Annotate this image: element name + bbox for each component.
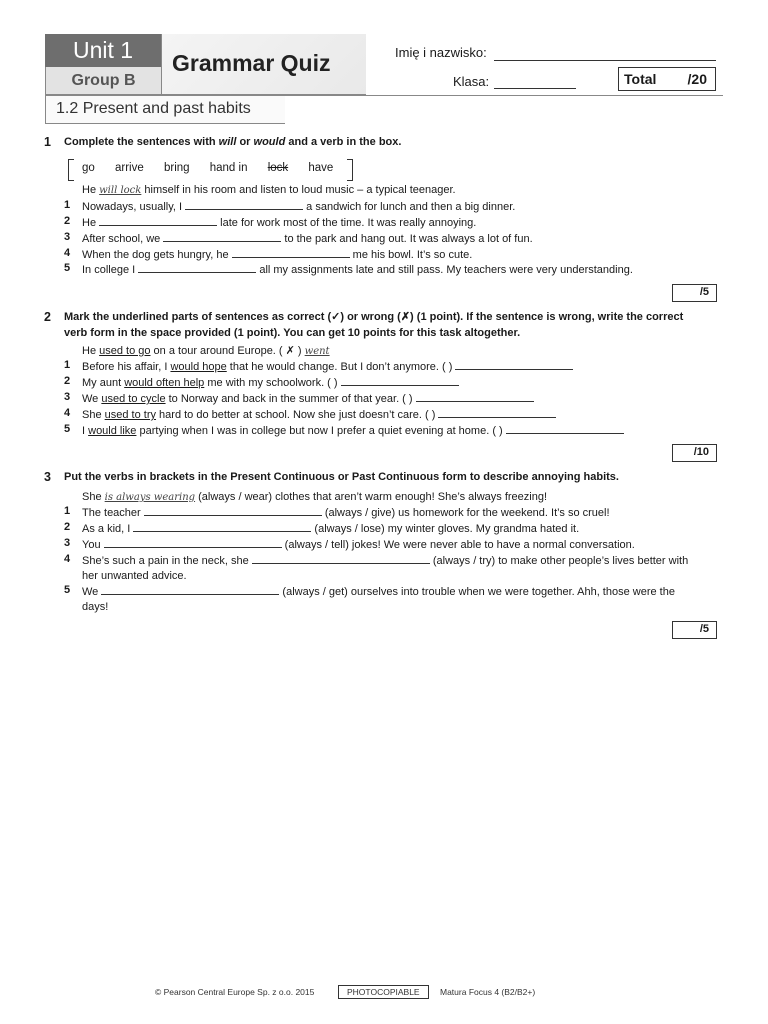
exercise-3-item-5: We (always / get) ourselves into trouble when we were together. Ahh, those were the <box>82 586 675 598</box>
answer-blank[interactable] <box>438 407 556 418</box>
word-hand-in: hand in <box>209 162 248 174</box>
class-field[interactable] <box>494 88 576 89</box>
answer-blank[interactable] <box>455 359 573 370</box>
exercise-2-number: 2 <box>44 310 51 324</box>
word-lock: lock <box>267 162 289 174</box>
exercise-1-number: 1 <box>44 135 51 149</box>
answer-blank[interactable] <box>232 247 350 258</box>
item-number: 1 <box>64 199 71 211</box>
exercise-2-instruction: Mark the underlined parts of sentences as correct (✓) or wrong (✗) (1 point). If the sentence is wrong, write the correct verb form in the space provided (1 point). You can get 10 points for this task altogether. <box>64 311 684 339</box>
item-number: 5 <box>64 423 71 435</box>
total-score-box <box>618 67 716 91</box>
exercise-1-example: He will lock himself in his room and listen to loud music – a typical teenager. <box>82 184 456 196</box>
item-number: 3 <box>64 391 71 403</box>
exercise-2-score: /10 <box>672 444 717 462</box>
item-number: 2 <box>64 215 71 227</box>
exercise-3-item-2: As a kid, I (always / lose) my winter gloves. My grandma hated it. <box>82 523 580 535</box>
photocopiable-badge: PHOTOCOPIABLE <box>338 985 429 999</box>
class-label: Klasa: <box>453 74 490 89</box>
exercise-3-example: She is always wearing (always / wear) clothes that aren’t warm enough! She’s always freezing! <box>82 491 548 503</box>
exercise-2-item-3: We used to cycle to Norway and back in the summer of that year. ( ) <box>82 391 722 408</box>
word-have: have <box>308 162 334 174</box>
copyright-notice: © Pearson Central Europe Sp. z o.o. 2015 <box>155 987 315 997</box>
exercise-3-item-3: You (always / tell) jokes! We were never able to have a normal conversation. <box>82 539 635 551</box>
answer-blank[interactable] <box>133 521 311 532</box>
item-number: 1 <box>64 505 71 517</box>
exercise-2-example: He used to go on a tour around Europe. ( ✗ ) went <box>82 345 330 357</box>
item-number: 2 <box>64 375 71 387</box>
exercise-2-item-1: Before his affair, I would hope that he would change. But I don’t anymore. ( ) <box>82 359 722 376</box>
word-arrive: arrive <box>115 162 144 174</box>
section-title: 1.2 Present and past habits <box>45 96 285 124</box>
exercise-1-score: /5 <box>672 284 717 302</box>
item-number: 2 <box>64 521 71 533</box>
exercise-3-item-4: She’s such a pain in the neck, she (always / try) to make other people’s lives better with <box>82 555 689 567</box>
answer-blank[interactable] <box>252 553 430 564</box>
item-number: 4 <box>64 407 71 419</box>
word-bring: bring <box>163 162 190 174</box>
total-score: /20 <box>687 71 707 87</box>
item-number: 1 <box>64 359 71 371</box>
word-box <box>68 159 353 181</box>
exercise-1-item-5: In college I all my assignments late and still pass. My teachers were very understanding. <box>82 264 633 276</box>
answer-blank[interactable] <box>185 199 303 210</box>
item-number: 4 <box>64 247 71 259</box>
exercise-2-item-2: My aunt would often help me with my schoolwork. ( ) <box>82 375 722 392</box>
answer-blank[interactable] <box>101 584 279 595</box>
exercise-3-item-4-continued: her unwanted advice. <box>82 570 187 582</box>
exercise-1-instruction: Complete the sentences with will or would and a verb in the box. <box>64 136 402 148</box>
unit-label: Unit 1 <box>45 34 161 67</box>
book-title: Matura Focus 4 (B2/B2+) <box>440 987 536 997</box>
exercise-3-item-5-continued: days! <box>82 601 109 613</box>
name-label: Imię i nazwisko: <box>395 45 487 60</box>
item-number: 5 <box>64 584 71 596</box>
answer-blank[interactable] <box>138 262 256 273</box>
exercise-2-item-5: I would like partying when I was in college but now I prefer a quiet evening at home. ( ) <box>82 423 722 440</box>
item-number: 3 <box>64 231 71 243</box>
total-label: Total <box>624 71 657 87</box>
exercise-3-item-1: The teacher (always / give) us homework for the weekend. It’s so cruel! <box>82 507 610 519</box>
page-title: Grammar Quiz <box>172 50 331 76</box>
item-number: 3 <box>64 537 71 549</box>
answer-blank[interactable] <box>163 231 281 242</box>
answer-blank[interactable] <box>144 505 322 516</box>
exercise-3-score: /5 <box>672 621 717 639</box>
word-go: go <box>82 162 95 174</box>
answer-blank[interactable] <box>99 215 217 226</box>
exercise-1-item-2: He late for work most of the time. It was really annoying. <box>82 217 477 229</box>
exercise-1-item-3: After school, we to the park and hang out. It was always a lot of fun. <box>82 233 533 245</box>
answer-blank[interactable] <box>506 423 624 434</box>
answer-blank[interactable] <box>104 537 282 548</box>
exercise-1-item-4: When the dog gets hungry, he me his bowl. It’s so cute. <box>82 249 473 261</box>
group-label: Group B <box>45 67 161 95</box>
exercise-3-instruction: Put the verbs in brackets in the Present Continuous or Past Continuous form to describe annoying habits. <box>64 471 619 483</box>
item-number: 5 <box>64 262 71 274</box>
exercise-3-number: 3 <box>44 470 51 484</box>
name-field[interactable] <box>494 60 716 61</box>
answer-blank[interactable] <box>416 391 534 402</box>
item-number: 4 <box>64 553 71 565</box>
answer-blank[interactable] <box>341 375 459 386</box>
exercise-2-item-4: She used to try hard to do better at school. Now she just doesn’t care. ( ) <box>82 407 722 424</box>
exercise-1-item-1: Nowadays, usually, I a sandwich for lunch and then a big dinner. <box>82 201 516 213</box>
